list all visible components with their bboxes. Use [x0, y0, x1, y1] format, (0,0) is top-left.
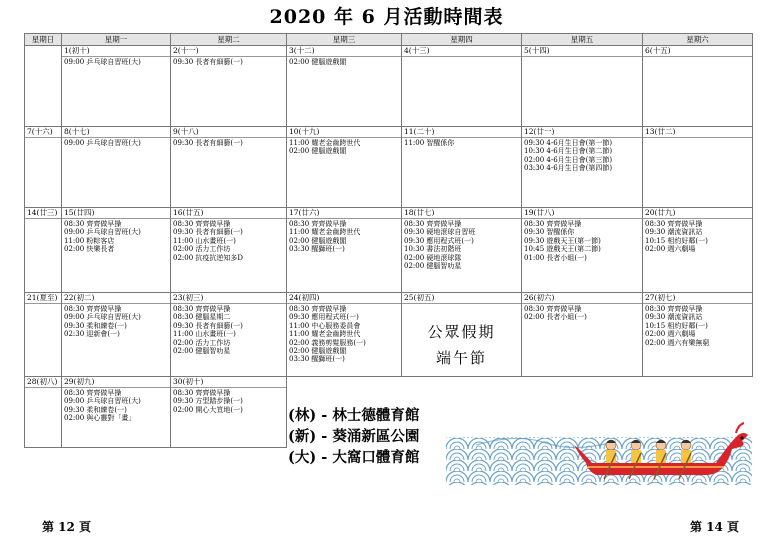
event-item: 02:00 4-6月生日會(第三節) [524, 155, 613, 164]
weekday-header: 星期三 [287, 34, 402, 46]
day-cell [171, 127, 287, 208]
day-date: 18(廿七) [402, 208, 521, 219]
day-cell [402, 127, 522, 208]
day-date: 24(初四) [287, 293, 401, 304]
day-date: 25(初五) [402, 293, 521, 304]
day-date: 19(廿八) [522, 208, 642, 219]
day-date: 4(十三) [402, 46, 521, 57]
event-item: 02:00 週六劇場 [645, 245, 696, 254]
day-cell [171, 208, 287, 293]
day-date: 2(十一) [171, 46, 286, 57]
event-item: 02:00 活力工作坊 [173, 338, 231, 347]
event-item: 02:00 抗疫抗逆知多D [173, 253, 244, 262]
page-number-right: 第 14 頁 [690, 520, 740, 534]
event-item: 09:30 長者有細藝(一) [173, 228, 243, 237]
event-item: 01:00 長者小組(一) [524, 253, 587, 262]
day-cell [25, 377, 62, 448]
event-item: 02:00 開心大笪地(一) [173, 405, 243, 414]
day-cell [522, 127, 643, 208]
day-cell [25, 208, 62, 293]
event-item: 08:30 齊齊做早操 [173, 305, 231, 313]
day-cell [402, 293, 522, 377]
event-item: 10:30 書法初階班 [404, 245, 462, 254]
event-item: 08:30 齊齊做早操 [173, 220, 231, 228]
day-cell [643, 208, 753, 293]
event-item: 11:00 山水畫班(一) [173, 330, 236, 339]
event-item: 02:00 與心靈對「畫」 [64, 414, 136, 423]
week-row [25, 127, 753, 208]
event-item: 09:30 遊戲天王(第一節) [524, 236, 601, 245]
event-item: 11:00 耀老金齒跨世代 [289, 228, 361, 237]
day-date: 17(廿六) [287, 208, 401, 219]
week-row [25, 46, 753, 127]
event-item: 09:30 長者有細藝(一) [173, 321, 243, 330]
event-item: 08:30 健腦星期二 [173, 313, 231, 322]
weekday-header: 星期六 [643, 34, 753, 46]
day-date: 11(二十) [402, 127, 521, 138]
event-item: 08:30 齊齊做早操 [645, 305, 703, 313]
page-number-left: 第 12 頁 [42, 520, 92, 534]
legend-item: (新) - 葵涌新區公園 [288, 428, 420, 445]
event-item: 02:00 週六有樂無窮 [645, 338, 710, 347]
event-item: 10:30 4-6月生日會(第二節) [524, 147, 613, 156]
event-item: 09:30 應用程式班(一) [404, 236, 474, 245]
day-cell [25, 293, 62, 377]
day-date: 14(廿三) [25, 208, 61, 219]
day-cell [25, 46, 62, 127]
event-item: 09:00 乒乓球自習班(大) [64, 58, 141, 66]
event-item: 09:30 方型踏步操(一) [173, 397, 243, 406]
day-cell [522, 46, 643, 127]
event-item: 08:30 齊齊做早操 [524, 220, 582, 228]
day-date: 28(初八) [25, 377, 61, 388]
day-date: 13(廿二) [643, 127, 752, 138]
calendar-table [24, 33, 753, 448]
day-cell [287, 127, 402, 208]
day-cell [643, 127, 753, 208]
weekday-header-row [25, 34, 753, 46]
day-cell [287, 208, 402, 293]
day-cell [171, 46, 287, 127]
day-cell [522, 293, 643, 377]
event-item: 09:30 潮流資訊站 [645, 228, 703, 237]
event-item: 09:30 柔和練卷(一) [64, 321, 127, 330]
day-date: 30(初十) [171, 377, 286, 388]
day-date: 7(十六) [25, 127, 61, 138]
day-date: 26(初六) [522, 293, 642, 304]
event-item: 09:30 應用程式班(一) [289, 313, 359, 322]
event-item: 08:30 齊齊做早操 [64, 389, 122, 397]
event-item: 10:15 相約好鄰(一) [645, 321, 708, 330]
event-item: 11:00 中心服務委員會 [289, 321, 361, 330]
event-item: 11:00 山水畫班(一) [173, 236, 236, 245]
event-item: 10:15 相約好鄰(一) [645, 236, 708, 245]
weekday-header: 星期一 [62, 34, 171, 46]
venue-legend [288, 405, 448, 468]
day-date: 29(初九) [62, 377, 170, 388]
event-item: 02:00 義務剪髮服務(一) [289, 338, 366, 347]
event-item: 02:00 健腦遊戲閣 [289, 347, 347, 356]
weekday-header: 星期二 [171, 34, 287, 46]
day-cell [522, 208, 643, 293]
dragon-boat-illustration [446, 405, 752, 485]
event-item: 02:00 健腦智叻星 [404, 262, 462, 271]
event-item: 09:00 乒乓球自習班(大) [64, 397, 141, 406]
day-date: 20(廿九) [643, 208, 752, 219]
event-item: 10:45 遊戲天王(第二節) [524, 245, 601, 254]
day-cell [62, 293, 171, 377]
event-item: 08:30 齊齊做早操 [289, 220, 347, 228]
event-item: 08:30 齊齊做早操 [289, 305, 347, 313]
event-item: 09:00 乒乓球自習班(大) [64, 228, 141, 237]
event-item: 11:00 耀老金齒跨世代 [289, 139, 361, 147]
event-item: 02:00 健腦智叻星 [173, 347, 231, 356]
event-item: 11:00 粉粽客店 [64, 236, 115, 245]
day-date: 9(十八) [171, 127, 286, 138]
day-date: 27(初七) [643, 293, 752, 304]
week-row [25, 293, 753, 377]
holiday-line: 公眾假期 [427, 323, 496, 341]
dragon-boat-icon [446, 405, 752, 485]
event-item: 09:00 乒乓球自習班(大) [64, 139, 141, 147]
day-cell [287, 46, 402, 127]
legend-item: (林) - 林士德體育館 [288, 407, 420, 424]
event-item: 09:30 潮流資訊站 [645, 313, 703, 322]
event-item: 08:30 齊齊做早操 [173, 389, 231, 397]
event-item: 11:00 耀老金齒跨世代 [289, 330, 361, 339]
holiday-note [404, 305, 519, 371]
weekday-header: 星期日 [25, 34, 62, 46]
event-item: 02:00 快樂長者 [64, 245, 115, 254]
day-date: 21(夏至) [25, 293, 61, 304]
event-item: 08:30 齊齊做早操 [64, 220, 122, 228]
day-cell [171, 377, 287, 448]
event-item: 08:30 齊齊做早操 [645, 220, 703, 228]
day-cell [287, 293, 402, 377]
event-item: 03:30 醒獅班(一) [289, 245, 345, 254]
event-item: 09:30 4-6月生日會(第一節) [524, 139, 613, 147]
event-item: 09:30 長者有細藝(一) [173, 139, 243, 147]
day-date: 3(十二) [287, 46, 401, 57]
event-item: 09:30 智醒係你 [524, 228, 575, 237]
day-cell [643, 293, 753, 377]
week-row [25, 208, 753, 293]
day-cell [62, 46, 171, 127]
event-item: 11:00 智醒係你 [404, 139, 455, 147]
day-cell [62, 208, 171, 293]
day-cell [62, 377, 171, 448]
day-date: 23(初三) [171, 293, 286, 304]
event-item: 02:30 迎新會(一) [64, 330, 120, 339]
day-cell [171, 293, 287, 377]
day-date: 1(初十) [62, 46, 170, 57]
event-item: 09:00 乒乓球自習班(大) [64, 313, 141, 322]
day-date: 5(十四) [522, 46, 642, 57]
day-cell [62, 127, 171, 208]
day-cell [643, 46, 753, 127]
event-item: 02:00 健腦遊戲閣 [289, 236, 347, 245]
event-item: 09:30 長者有細藝(一) [173, 58, 243, 66]
day-cell [402, 46, 522, 127]
weekday-header: 星期五 [522, 34, 643, 46]
event-item: 08:30 齊齊做早操 [404, 220, 462, 228]
legend-item: (大) - 大窩口體育館 [288, 449, 420, 466]
event-item: 08:30 齊齊做早操 [524, 305, 582, 313]
event-item: 08:30 齊齊做早操 [64, 305, 122, 313]
weekday-header: 星期四 [402, 34, 522, 46]
event-item: 03:30 醒獅班(一) [289, 355, 345, 364]
day-date: 12(廿一) [522, 127, 642, 138]
day-date: 22(初二) [62, 293, 170, 304]
event-item: 02:00 週六劇場 [645, 330, 696, 339]
page-title: 2020 年 6 月活動時間表 [269, 6, 504, 28]
day-date: 6(十五) [643, 46, 752, 57]
day-date: 10(十九) [287, 127, 401, 138]
holiday-line: 端午節 [435, 349, 487, 367]
event-item: 02:00 活力工作坊 [173, 245, 231, 254]
day-date: 15(廿四) [62, 208, 170, 219]
event-item: 09:30 硬地滾球自習班 [404, 228, 476, 237]
day-date: 8(十七) [62, 127, 170, 138]
event-item: 02:00 長者小組(一) [524, 313, 587, 322]
event-item: 02:00 健腦遊戲閣 [289, 58, 347, 66]
event-item: 02:00 硬地滾球隊 [404, 253, 462, 262]
day-date: 16(廿五) [171, 208, 286, 219]
day-cell [402, 208, 522, 293]
event-item: 03:30 4-6月生日會(第四節) [524, 164, 613, 173]
event-item: 02:00 健腦遊戲閣 [289, 147, 347, 156]
day-cell [25, 127, 62, 208]
event-item: 09:30 柔和練卷(一) [64, 405, 127, 414]
